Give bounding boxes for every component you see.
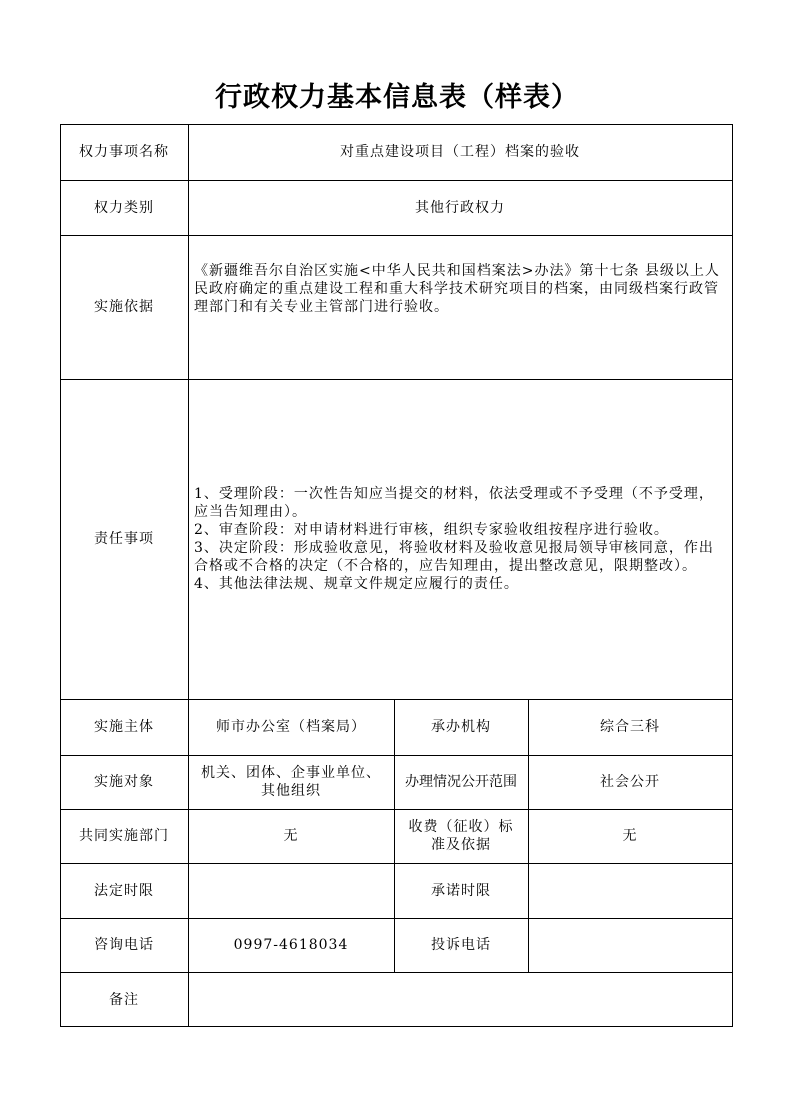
row-divider <box>60 863 733 864</box>
value-undertaker: 综合三科 <box>600 719 660 735</box>
responsibility-line: 2、审查阶段：对申请材料进行审核，组织专家验收组按程序进行验收。 <box>194 522 669 538</box>
label-item-name: 权力事项名称 <box>79 144 169 160</box>
responsibility-line: 4、其他法律法规、规章文件规定应履行的责任。 <box>194 576 519 592</box>
value-responsibility <box>188 379 732 699</box>
label-remark: 备注 <box>109 991 139 1008</box>
label-subject: 实施主体 <box>94 719 154 735</box>
row-divider <box>60 180 733 181</box>
label-joint-dept: 共同实施部门 <box>79 828 169 844</box>
value-remark <box>188 972 732 1027</box>
row-divider <box>60 379 733 380</box>
label-responsibility: 责任事项 <box>94 531 154 547</box>
table-border <box>60 124 733 125</box>
value-item-name: 对重点建设项目（工程）档案的验收 <box>340 144 580 160</box>
value-complaint-phone <box>528 918 732 972</box>
label-complaint-phone: 投诉电话 <box>431 937 491 953</box>
label-basis: 实施依据 <box>94 299 154 315</box>
value-category: 其他行政权力 <box>415 199 505 216</box>
row-divider <box>60 235 733 236</box>
value-disclosure: 社会公开 <box>600 774 660 790</box>
responsibility-line: 3、决定阶段：形成验收意见，将验收材料及验收意见报局领导审核同意，作出合格或不合格的决定（不合格的，应告知理由，提出整改意见，限期整改）。 <box>194 540 714 574</box>
column-divider <box>188 124 189 1027</box>
table-border <box>60 124 61 1027</box>
responsibility-line: 1、受理阶段：一次性告知应当提交的材料，依法受理或不予受理（不予受理，应当告知理由）。 <box>194 486 714 520</box>
label-promised-time: 承诺时限 <box>431 882 491 899</box>
value-promised-time <box>528 863 732 918</box>
value-consult-phone: 0997-4618034 <box>233 937 349 953</box>
table-border <box>60 1026 733 1027</box>
label-consult-phone: 咨询电话 <box>94 937 154 953</box>
value-fee-standard: 无 <box>622 828 638 844</box>
label-undertaker: 承办机构 <box>431 719 491 735</box>
page-title: 行政权力基本信息表（样表） <box>215 82 579 113</box>
value-basis: 《新疆维吾尔自治区实施<中华人民共和国档案法>办法》第十七条 县级以上人民政府确定的重点建设工程和重大科学技术研究项目的档案，由同级档案行政管理部门和有关专业主管部门进行验收。 <box>194 263 720 315</box>
row-divider <box>60 809 733 810</box>
row-divider <box>60 918 733 919</box>
column-divider <box>394 699 395 972</box>
column-divider <box>528 699 529 972</box>
row-divider <box>60 755 733 756</box>
label-legal-time: 法定时限 <box>94 882 154 899</box>
value-target: 机关、团体、企事业单位、其他组织 <box>201 765 381 799</box>
label-category: 权力类别 <box>94 199 154 216</box>
value-legal-time <box>188 863 394 918</box>
value-joint-dept: 无 <box>283 828 299 844</box>
label-target: 实施对象 <box>94 774 154 790</box>
label-disclosure: 办理情况公开范围 <box>405 774 517 790</box>
row-divider <box>60 699 733 700</box>
table-border <box>732 124 733 1027</box>
value-subject: 师市办公室（档案局） <box>216 719 366 735</box>
row-divider <box>60 972 733 973</box>
label-fee-standard: 收费（征收）标准及依据 <box>408 819 514 853</box>
